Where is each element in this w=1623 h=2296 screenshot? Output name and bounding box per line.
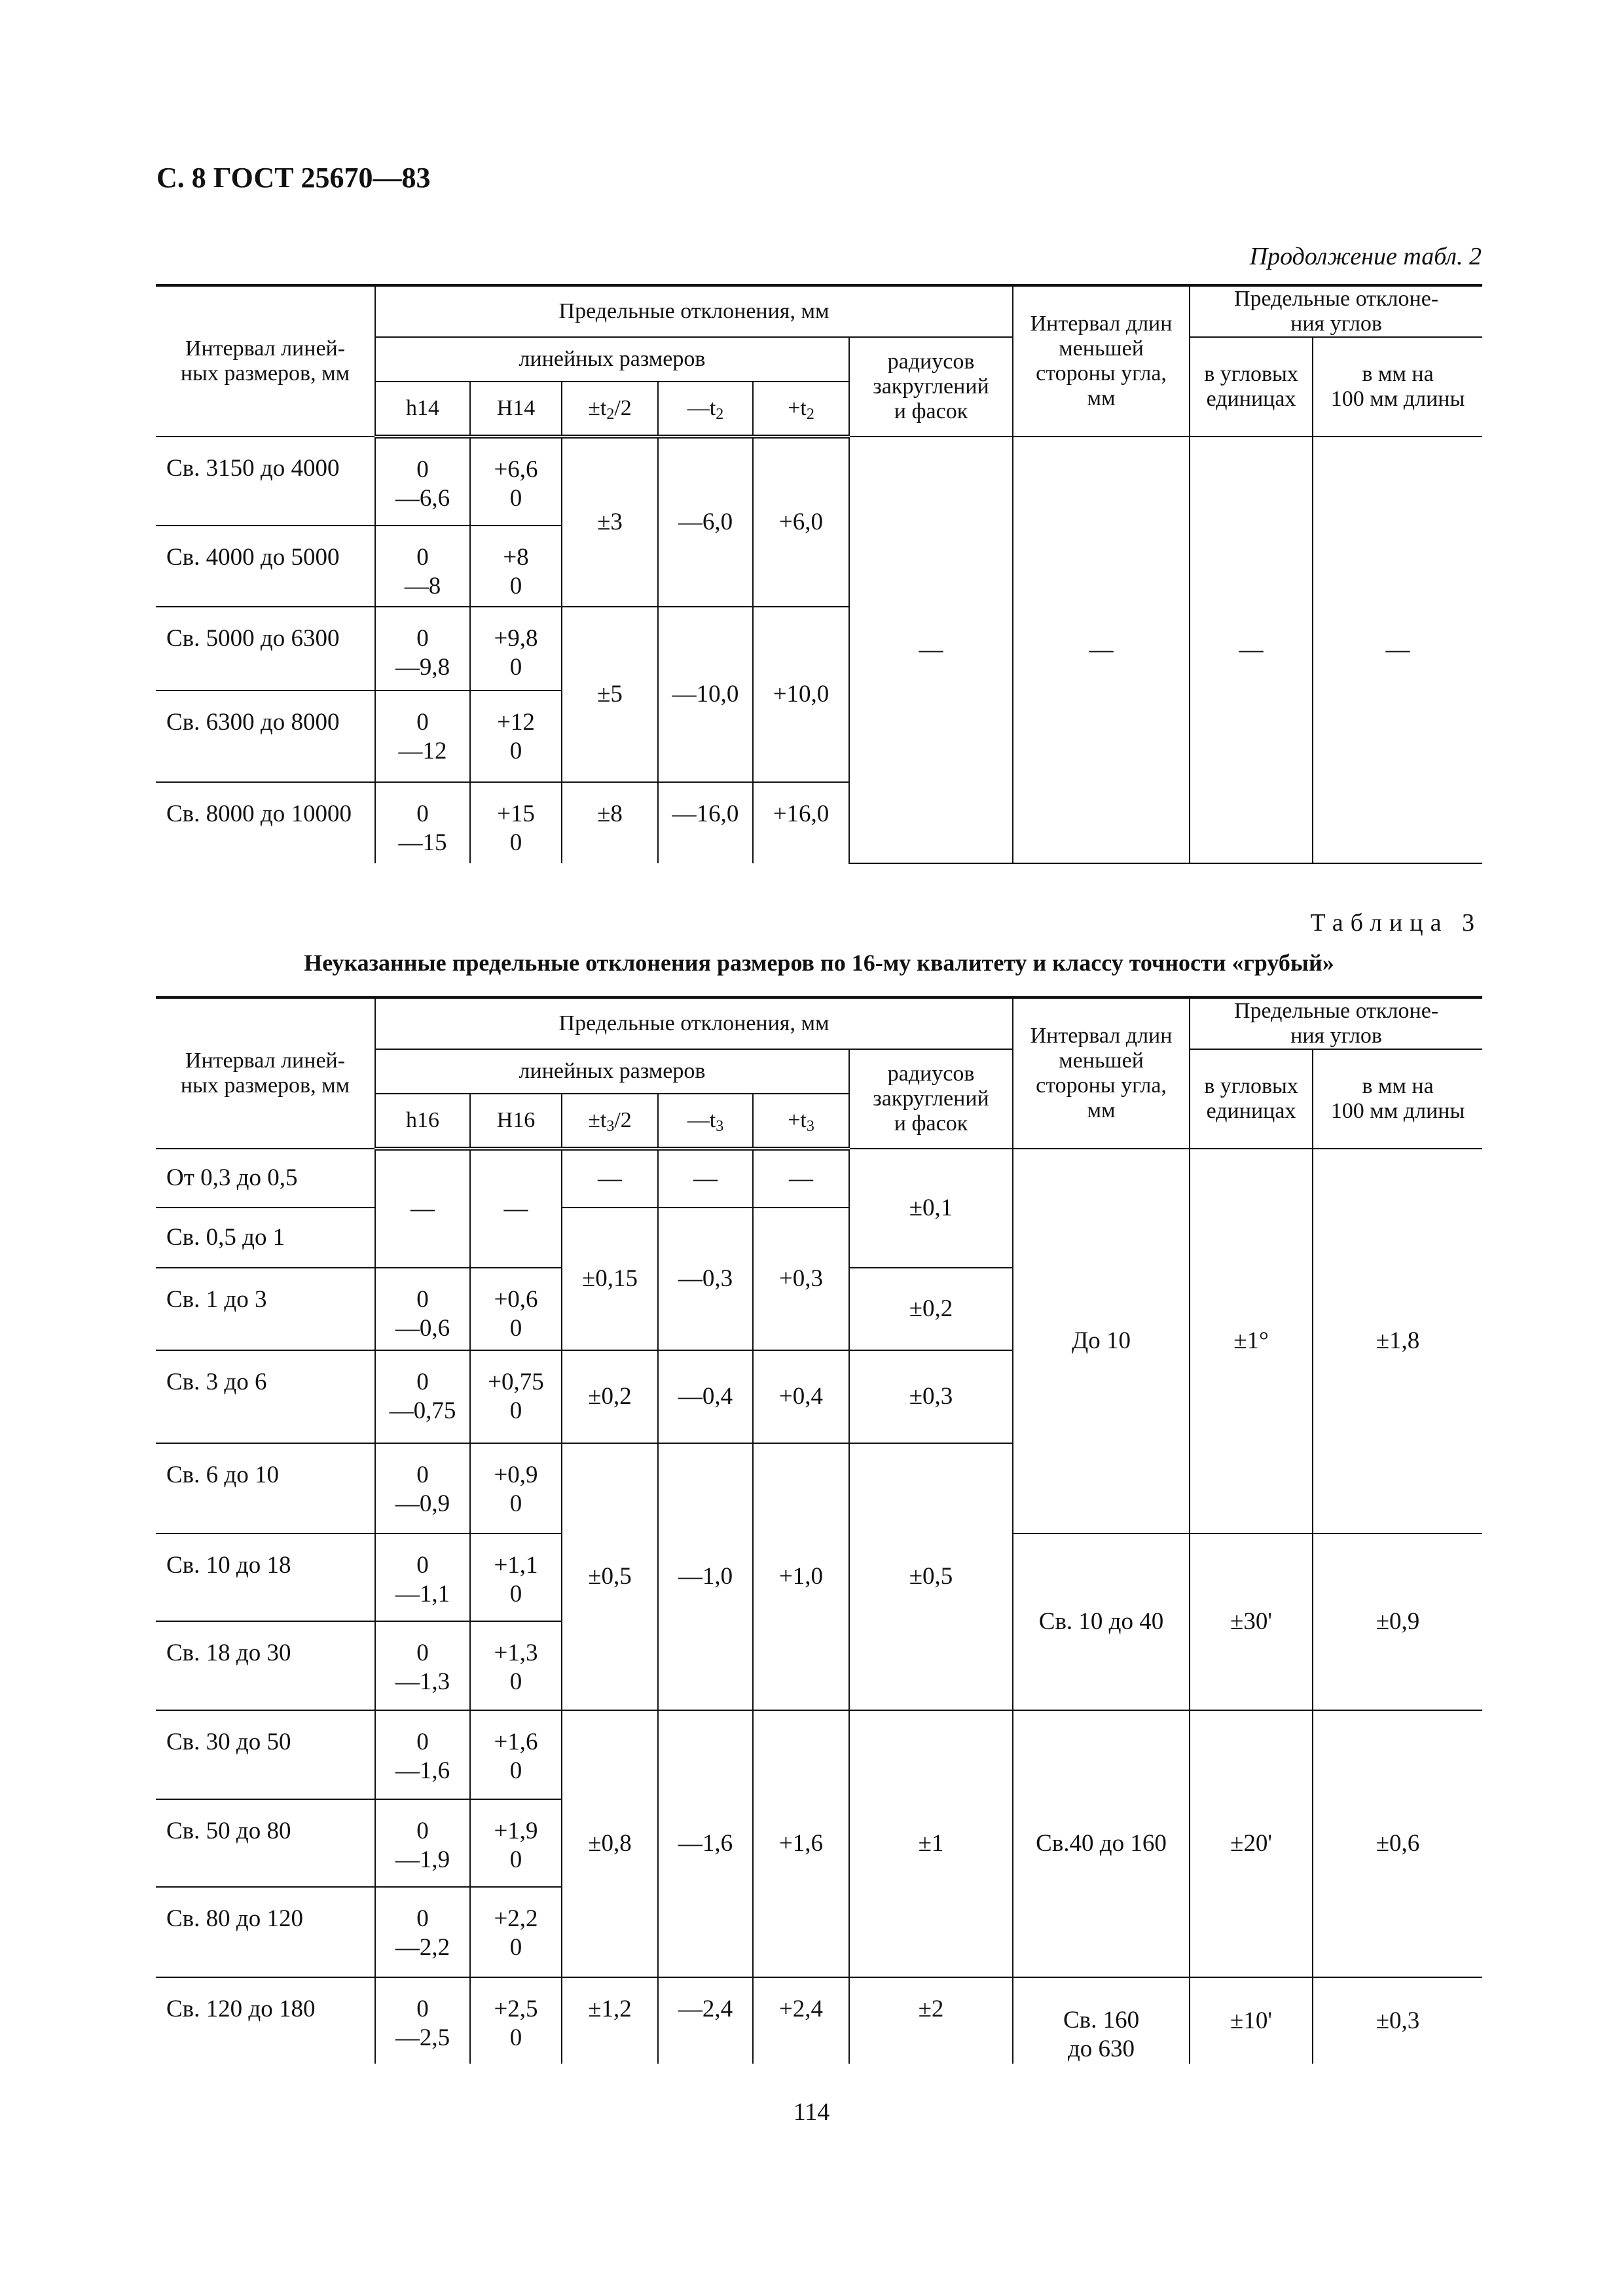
cell-angle-units: ±20': [1190, 1710, 1313, 1977]
cell-h: 0 —0,9: [375, 1443, 470, 1534]
table-3-title: Неуказанные предельные отклонения размеров по 16-му квалитету и классу точности «грубый»: [304, 950, 1334, 976]
cell-interval: От 0,3 до 0,5: [156, 1149, 375, 1208]
cell-minus: —1,6: [658, 1710, 753, 1977]
cell-short-side: —: [1013, 437, 1190, 863]
cell-interval: Св. 80 до 120: [156, 1887, 375, 1977]
cell-interval: Св. 30 до 50: [156, 1710, 375, 1799]
cell-minus: —: [658, 1149, 753, 1208]
cell-mm-per-100: ±0,6: [1313, 1710, 1482, 1977]
cell-pm: ±8: [562, 782, 658, 863]
table-row: [156, 1710, 1482, 1799]
cell-H: +12 0: [470, 691, 562, 782]
cell-h: 0 —6,6: [375, 437, 470, 526]
header-short-side: Интервал длин меньшей стороны угла, мм: [1013, 997, 1190, 1149]
cell-short-side: Св. 10 до 40: [1013, 1534, 1190, 1710]
header-angle-limits: Предельные отклоне- ния углов: [1190, 285, 1482, 337]
cell-plus: +1,0: [753, 1443, 849, 1710]
col-h16: h16: [375, 1094, 470, 1149]
cell-H: —: [470, 1149, 562, 1268]
header-mm-per-100: в мм на 100 мм длины: [1313, 1049, 1482, 1149]
col-pm-t3: $\pm t_3/2$: [562, 1094, 658, 1149]
header-mm-per-100: в мм на 100 мм длины: [1313, 337, 1482, 437]
cell-angle-units: ±1°: [1190, 1149, 1313, 1534]
cell-radii: ±2: [849, 1977, 1013, 2064]
cell-radii: ±0,3: [849, 1350, 1013, 1443]
header-limits: Предельные отклонения, мм: [375, 285, 1013, 337]
cell-H: +1,6 0: [470, 1710, 562, 1799]
cell-h: 0 —0,6: [375, 1268, 470, 1350]
cell-H: +15 0: [470, 782, 562, 863]
cell-h: 0 —1,1: [375, 1534, 470, 1621]
header-interval: Интервал линей- ных размеров, мм: [156, 997, 375, 1149]
cell-pm: ±3: [562, 437, 658, 607]
cell-h: 0 —1,3: [375, 1621, 470, 1710]
cell-interval: Св. 0,5 до 1: [156, 1208, 375, 1268]
col-H14: H14: [470, 382, 562, 437]
cell-interval: Св. 120 до 180: [156, 1977, 375, 2064]
cell-minus: —10,0: [658, 607, 753, 782]
cell-pm: ±0,15: [562, 1208, 658, 1350]
cell-interval: Св. 50 до 80: [156, 1799, 375, 1887]
cell-plus: +1,6: [753, 1710, 849, 1977]
cell-interval: Св. 3 до 6: [156, 1350, 375, 1443]
page-title: С. 8 ГОСТ 25670—83: [156, 162, 431, 194]
header-limits: Предельные отклонения, мм: [375, 997, 1013, 1049]
cell-minus: —0,4: [658, 1350, 753, 1443]
cell-pm: ±1,2: [562, 1977, 658, 2064]
col-plus-t3: $+t_3$: [753, 1094, 849, 1149]
cell-H: +2,5 0: [470, 1977, 562, 2064]
cell-h: —: [375, 1149, 470, 1268]
cell-mm-per-100: ±1,8: [1313, 1149, 1482, 1534]
cell-minus: —0,3: [658, 1208, 753, 1350]
cell-H: +0,6 0: [470, 1268, 562, 1350]
cell-h: 0 —0,75: [375, 1350, 470, 1443]
header-angle-units: в угловых единицах: [1190, 1049, 1313, 1149]
table-row: [156, 1149, 1482, 1208]
cell-plus: +16,0: [753, 782, 849, 863]
col-H16: H16: [470, 1094, 562, 1149]
header-linear: линейных размеров: [375, 1049, 849, 1094]
cell-h: 0 —2,2: [375, 1887, 470, 1977]
cell-interval: Св. 5000 до 6300: [156, 607, 375, 691]
cell-H: +1,9 0: [470, 1799, 562, 1887]
cell-mm-per-100: —: [1313, 437, 1482, 863]
cell-plus: +6,0: [753, 437, 849, 607]
table-3: [156, 996, 1482, 2064]
cell-H: +9,8 0: [470, 607, 562, 691]
col-h14: h14: [375, 382, 470, 437]
cell-minus: —6,0: [658, 437, 753, 607]
cell-mm-per-100: ±0,3: [1313, 1977, 1482, 2064]
header-interval: Интервал линей- ных размеров, мм: [156, 285, 375, 437]
header-radii: радиусов закруглений и фасок: [849, 1049, 1013, 1149]
col-plus-t2: $+t_2$: [753, 382, 849, 437]
cell-H: +2,2 0: [470, 1887, 562, 1977]
cell-short-side: До 10: [1013, 1149, 1190, 1534]
cell-pm: ±5: [562, 607, 658, 782]
cell-interval: Св. 3150 до 4000: [156, 437, 375, 526]
cell-radii: ±0,2: [849, 1268, 1013, 1350]
cell-radii: ±1: [849, 1710, 1013, 1977]
cell-H: +6,6 0: [470, 437, 562, 526]
header-short-side: Интервал длин меньшей стороны угла, мм: [1013, 285, 1190, 437]
cell-short-side: Св. 160 до 630: [1013, 1977, 1190, 2064]
table-row: [156, 437, 1482, 526]
cell-interval: Св. 6 до 10: [156, 1443, 375, 1534]
cell-h: 0 —9,8: [375, 607, 470, 691]
cell-interval: Св. 10 до 18: [156, 1534, 375, 1621]
cell-h: 0 —2,5: [375, 1977, 470, 2064]
cell-short-side: Св.40 до 160: [1013, 1710, 1190, 1977]
header-angle-limits: Предельные отклоне- ния углов: [1190, 997, 1482, 1049]
cell-plus: +0,4: [753, 1350, 849, 1443]
cell-minus: —1,0: [658, 1443, 753, 1710]
continuation-note: Продолжение табл. 2: [1249, 243, 1482, 270]
cell-radii: —: [849, 437, 1013, 863]
col-pm-t2: $\pm t_2/2$: [562, 382, 658, 437]
cell-plus: +2,4: [753, 1977, 849, 2064]
cell-pm: ±0,5: [562, 1443, 658, 1710]
cell-radii: ±0,5: [849, 1443, 1013, 1710]
cell-interval: Св. 4000 до 5000: [156, 526, 375, 607]
page-number: 114: [793, 2098, 830, 2126]
cell-minus: —2,4: [658, 1977, 753, 2064]
cell-pm: ±0,2: [562, 1350, 658, 1443]
cell-H: +0,9 0: [470, 1443, 562, 1534]
cell-interval: Св. 8000 до 10000: [156, 782, 375, 863]
cell-plus: —: [753, 1149, 849, 1208]
cell-h: 0 —15: [375, 782, 470, 863]
cell-H: +1,1 0: [470, 1534, 562, 1621]
cell-interval: Св. 6300 до 8000: [156, 691, 375, 782]
table-2: [156, 284, 1482, 864]
col-minus-t2: $—t_2$: [658, 382, 753, 437]
col-minus-t3: $—t_3$: [658, 1094, 753, 1149]
cell-pm: ±0,8: [562, 1710, 658, 1977]
header-angle-units: в угловых единицах: [1190, 337, 1313, 437]
cell-h: 0 —1,6: [375, 1710, 470, 1799]
cell-pm: —: [562, 1149, 658, 1208]
cell-H: +0,75 0: [470, 1350, 562, 1443]
cell-H: +1,3 0: [470, 1621, 562, 1710]
cell-angle-units: —: [1190, 437, 1313, 863]
cell-h: 0 —1,9: [375, 1799, 470, 1887]
cell-interval: Св. 18 до 30: [156, 1621, 375, 1710]
cell-plus: +0,3: [753, 1208, 849, 1350]
cell-h: 0 —12: [375, 691, 470, 782]
header-linear: линейных размеров: [375, 337, 849, 382]
cell-H: +8 0: [470, 526, 562, 607]
cell-angle-units: ±10': [1190, 1977, 1313, 2064]
cell-radii: ±0,1: [849, 1149, 1013, 1268]
cell-minus: —16,0: [658, 782, 753, 863]
cell-mm-per-100: ±0,9: [1313, 1534, 1482, 1710]
cell-plus: +10,0: [753, 607, 849, 782]
cell-angle-units: ±30': [1190, 1534, 1313, 1710]
header-radii: радиусов закруглений и фасок: [849, 337, 1013, 437]
cell-interval: Св. 1 до 3: [156, 1268, 375, 1350]
table-row: [156, 1977, 1482, 2064]
table-3-label: Таблица 3: [1310, 909, 1482, 937]
cell-h: 0 —8: [375, 526, 470, 607]
